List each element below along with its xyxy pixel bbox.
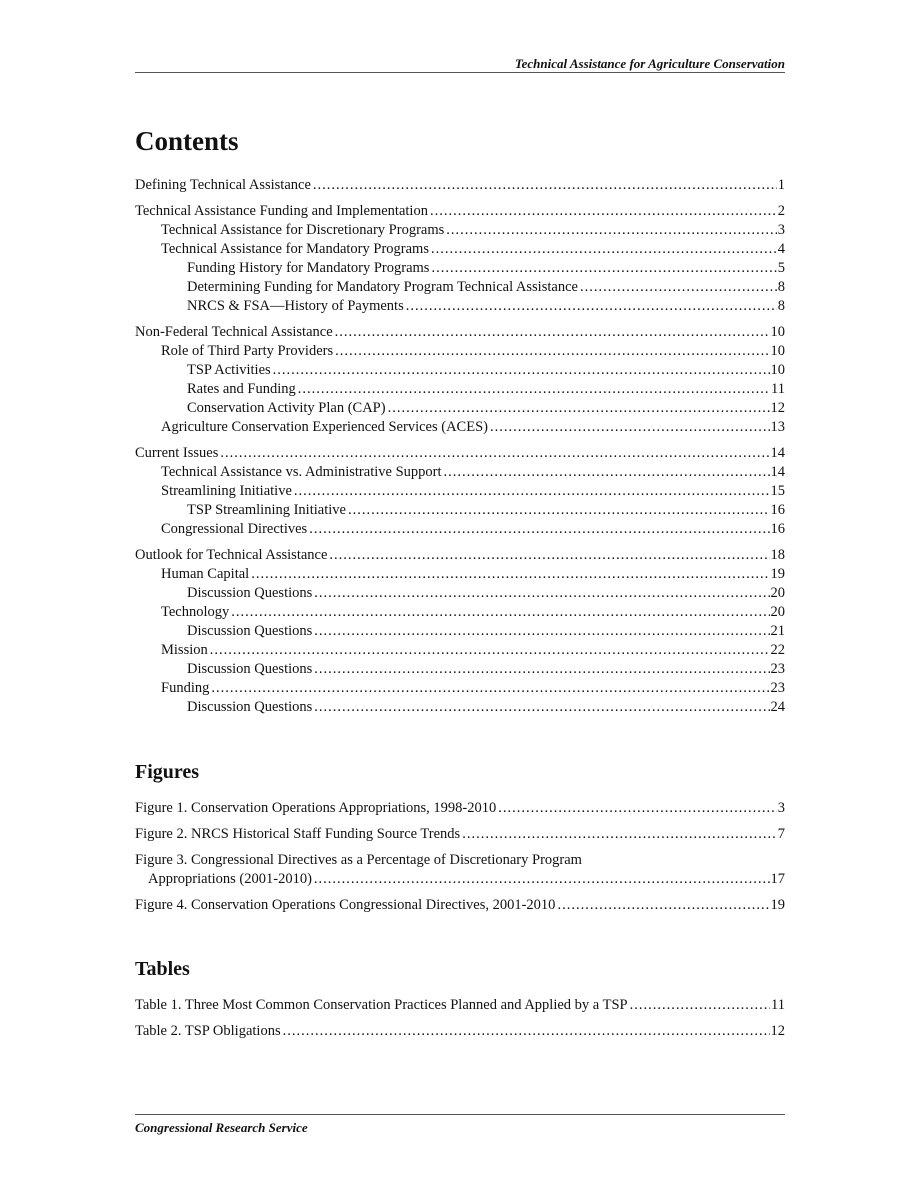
table-entry-title: Table 2. TSP Obligations [135,1023,281,1039]
toc-entry[interactable] [135,240,785,259]
dot-leader [283,1022,770,1041]
toc-entry[interactable] [135,463,785,482]
toc-entry-page: 8 [777,298,785,314]
running-header: Technical Assistance for Agriculture Conservation [514,56,785,71]
toc-entry-page: 10 [770,362,785,378]
figure-entry-page: 7 [777,826,785,842]
figure-entry[interactable] [135,851,785,889]
dot-leader [314,584,769,603]
toc-entry-title: Funding [161,680,210,696]
table-entry[interactable] [135,996,785,1015]
toc-entry-title: TSP Activities [187,362,271,378]
dot-leader [231,603,769,622]
toc-entry[interactable] [135,520,785,539]
dot-leader [462,825,777,844]
toc-entry-page: 2 [777,203,785,219]
toc-entry[interactable] [135,482,785,501]
dot-leader [406,297,777,316]
toc-entry-title: Human Capital [161,566,250,582]
dot-leader [348,501,770,520]
toc-entry-title: Discussion Questions [187,699,313,715]
dot-leader [273,361,770,380]
dot-leader [251,565,769,584]
dot-leader [580,278,777,297]
table-entry-title: Table 1. Three Most Common Conservation Practices Planned and Applied by a TSP [135,997,628,1013]
toc-entry-page: 14 [770,445,785,461]
toc-entry[interactable] [135,679,785,698]
toc-entry[interactable] [135,565,785,584]
toc-entry-title: Current Issues [135,445,219,461]
figures-heading: Figures [135,761,200,783]
toc-entry-page: 13 [770,419,785,435]
toc-entry-title: Technology [161,604,230,620]
toc-entry[interactable] [135,361,785,380]
header-divider [135,72,785,73]
toc-entry-page: 21 [770,623,785,639]
toc-entry-page: 5 [777,260,785,276]
toc-entry-title: Congressional Directives [161,521,308,537]
dot-leader [314,870,770,889]
figure-entry-title-continued: Appropriations (2001-2010) [148,871,312,887]
dot-leader [314,660,769,679]
figure-entry-page: 19 [770,897,785,913]
toc-entry-title: Mission [161,642,208,658]
figure-entry-title: Figure 4. Conservation Operations Congressional Directives, 2001-2010 [135,897,556,913]
toc-entry-page: 20 [770,604,785,620]
tables-section [135,956,785,1041]
toc-entry-title: NRCS & FSA—History of Payments [187,298,404,314]
dot-leader [443,463,769,482]
toc-entry-title: Role of Third Party Providers [161,343,334,359]
figure-entry-title: Figure 2. NRCS Historical Staff Funding Source Trends [135,826,461,842]
toc-entry-title: Streamlining Initiative [161,483,292,499]
toc-entry-title: Agriculture Conservation Experienced Services (ACES) [161,419,488,435]
toc-entry-title: TSP Streamlining Initiative [187,502,346,518]
toc-entry-page: 18 [770,547,785,563]
figure-entry[interactable] [135,799,785,818]
toc-entry[interactable] [135,399,785,418]
dot-leader [314,622,769,641]
toc-entry-page: 22 [770,642,785,658]
toc-entry-page: 23 [770,680,785,696]
dot-leader [431,259,776,278]
toc-entry-page: 10 [770,343,785,359]
toc-entry-title: Technical Assistance for Discretionary Programs [161,222,445,238]
figure-entry-page: 17 [770,871,785,887]
contents-list [135,176,785,717]
dot-leader [314,698,769,717]
toc-entry-title: Technical Assistance Funding and Implementation [135,203,428,219]
dot-leader [490,418,770,437]
toc-entry-title: Defining Technical Assistance [135,177,311,193]
table-entry-page: 12 [770,1023,785,1039]
dot-leader [294,482,770,501]
toc-entry-title: Funding History for Mandatory Programs [187,260,430,276]
dot-leader [335,342,769,361]
dot-leader [329,546,769,565]
toc-entry[interactable] [135,380,785,399]
dot-leader [298,380,770,399]
dot-leader [557,896,769,915]
toc-entry-page: 15 [770,483,785,499]
toc-entry[interactable] [135,297,785,316]
toc-entry[interactable] [135,444,785,463]
toc-entry[interactable] [135,176,785,195]
toc-entry-title: Discussion Questions [187,661,313,677]
dot-leader [388,399,770,418]
footer-divider [135,1114,785,1115]
toc-entry[interactable] [135,584,785,603]
tables-heading: Tables [135,958,190,980]
table-entry-page: 11 [771,997,785,1013]
toc-entry[interactable] [135,698,785,717]
dot-leader [309,520,769,539]
figures-list [135,799,785,915]
toc-entry[interactable] [135,501,785,520]
figure-entry[interactable] [135,896,785,915]
toc-entry[interactable] [135,546,785,565]
toc-entry-title: Determining Funding for Mandatory Program Technical Assistance [187,279,578,295]
dot-leader [210,641,770,660]
toc-entry-page: 3 [777,222,785,238]
dot-leader [446,221,776,240]
toc-entry[interactable] [135,660,785,679]
dot-leader [430,202,777,221]
dot-leader [313,176,777,195]
toc-entry-page: 16 [770,502,785,518]
toc-entry[interactable] [135,418,785,437]
dot-leader [335,323,770,342]
toc-entry-page: 23 [770,661,785,677]
figures-section [135,759,785,915]
toc-entry-title: Rates and Funding [187,381,296,397]
toc-entry[interactable] [135,323,785,342]
dot-leader [630,996,770,1015]
toc-entry[interactable] [135,622,785,641]
dot-leader [211,679,769,698]
toc-entry[interactable] [135,342,785,361]
toc-entry-page: 16 [770,521,785,537]
figure-entry-title: Figure 3. Congressional Directives as a Percentage of Discretionary Program [135,852,582,868]
dot-leader [498,799,777,818]
toc-entry[interactable] [135,259,785,278]
toc-entry-page: 8 [777,279,785,295]
toc-entry[interactable] [135,603,785,622]
toc-entry-page: 20 [770,585,785,601]
toc-entry[interactable] [135,278,785,297]
toc-entry-page: 24 [770,699,785,715]
tables-list [135,996,785,1041]
dot-leader [220,444,769,463]
toc-entry-page: 11 [771,381,785,397]
toc-entry[interactable] [135,221,785,240]
contents-section [135,124,785,717]
toc-entry[interactable] [135,641,785,660]
toc-entry-title: Non-Federal Technical Assistance [135,324,333,340]
figure-entry-title: Figure 1. Conservation Operations Appropriations, 1998-2010 [135,800,497,816]
toc-entry-title: Conservation Activity Plan (CAP) [187,400,386,416]
toc-entry-page: 4 [777,241,785,257]
toc-entry-title: Discussion Questions [187,585,313,601]
toc-entry-title: Outlook for Technical Assistance [135,547,328,563]
table-entry[interactable] [135,1022,785,1041]
figure-entry-page: 3 [777,800,785,816]
toc-entry-page: 1 [777,177,785,193]
toc-entry-page: 19 [770,566,785,582]
dot-leader [431,240,777,259]
toc-entry-page: 10 [770,324,785,340]
contents-heading: Contents [135,126,239,156]
toc-entry-page: 12 [770,400,785,416]
figure-entry[interactable] [135,825,785,844]
running-footer: Congressional Research Service [135,1120,308,1135]
toc-entry-title: Technical Assistance vs. Administrative Support [161,464,442,480]
toc-entry[interactable] [135,202,785,221]
toc-entry-title: Technical Assistance for Mandatory Programs [161,241,429,257]
toc-entry-page: 14 [770,464,785,480]
toc-entry-title: Discussion Questions [187,623,313,639]
